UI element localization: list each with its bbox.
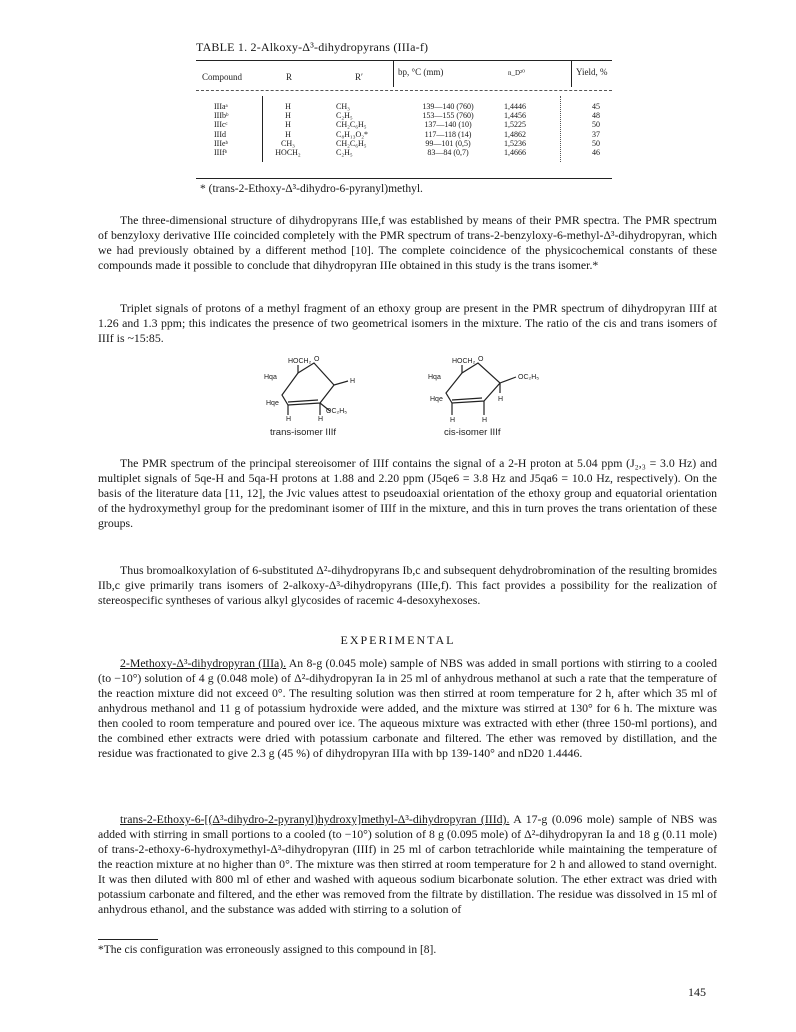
experimental-paragraph: [98, 656, 717, 761]
table-cell: 83—84 (0,7): [427, 148, 469, 158]
table-bottom-rule: [196, 178, 612, 179]
bond-h: [334, 381, 348, 385]
table-header-r-prime: R′: [355, 72, 363, 82]
table-cell: H: [285, 120, 291, 130]
experimental-text: An 8-g (0.045 mole) sample of NBS was added in small portions with stirring to a cooled (to −10°) solution of 4 g (0.048 mole) of Δ²-dihydropyran Ia in 25 ml of anhydrous methanol at such a rate that the temperature of the reaction mixture did not exceed 0°. The resulting solution was then stirred at room temperature for 2 h, after which 35 ml of anhydrous methanol and 11 g of potassium hydroxide were added, and the mixture was stirred at 130° for 6 h. The mixture was then cooled to room temperature and poured over ice. The aqueous mixture was extracted with ether (three 150-ml portions), and the combined ether extracts were dried with potassium carbonate and filtered. The ether was removed by distillation, and the residue was fractionated to give 2.3 g (45 %) of dihydropyran IIIa with bp 139-140° and nD20 1.4446.: [98, 656, 717, 760]
table-cell: 1,5236: [504, 138, 526, 148]
experimental-text: A 17-g (0.096 mole) sample of NBS was added with stirring in small portions to a cooled (to −10°) solution of 8 g (0.095 mole) of Δ²-dihydropyran Ia and 18 g (0.11 mole) of trans-2-ethoxy-6-hydroxymethyl-Δ³-dihydropyran (IIIf) in 25 ml of carbon tetrachloride while maintaining the temperature of the reaction mixture at no higher than 0°. The mixture was then stirred at room temperature for 2 h and allowed to stand overnight. It was then diluted with 800 ml of ether and washed with aqueous sodium bicarbonate solution. The ether extract was dried with potassium carbonate and filtered, and the ether was removed from the filtrate by distillation. The residue was dissolved in 15 ml of anhydrous ethanol, and the substance was added with stirring to a solution of: [98, 812, 717, 916]
table-cell: 50: [592, 138, 600, 148]
table-cell: 117—118 (14): [424, 129, 472, 139]
table-cell: 1,4446: [504, 102, 526, 111]
double-bond: [452, 398, 482, 400]
table-cell: IIIcᶜ: [214, 120, 228, 130]
table-cell: 48: [592, 111, 600, 121]
table-header-nd: n_D²⁰: [508, 69, 525, 77]
double-bond: [288, 400, 318, 402]
table-cell: 139—140 (760): [422, 102, 474, 111]
cis-isomer-structure: [420, 353, 560, 423]
table-cell: IIIeᵇ: [214, 138, 229, 148]
paragraph: The PMR spectrum of the principal stereoisomer of IIIf contains the signal of a 2-H proton at 5.04 ppm (J₂,₃ = 3.0 Hz) and multiplet signals of 5qe-H and 5qa-H protons at 1.88 and 2.20 ppm (J5qe6 = 3.8 Hz and J5qa6 = 10.0 Hz, respectively). On the basis of the literature data [11, 12], the Jvic values attest to pseudoaxial orientation of the ethoxy group and equatorial orientation of the hydroxymethyl group for the predominant isomer of IIIf in the mixture, and this in turn proves the trans orientation of these groups.: [98, 456, 717, 530]
paragraph: Triplet signals of protons of a methyl fragment of an ethoxy group are present in the PMR spectrum of dihydropyran IIIf at 1.26 and 1.3 ppm; this indicates the presence of two geometrical isomers in the mixture. The ratio of the cis and trans isomers of IIIf is ~15:85.: [98, 301, 717, 345]
page-number: 145: [688, 985, 706, 999]
table-cell: 153—155 (760): [422, 111, 474, 121]
table-cell: H: [285, 102, 291, 111]
cis-isomer-caption: cis-isomer IIIf: [444, 427, 501, 438]
experimental-paragraph: [98, 812, 717, 917]
table-cell: 45: [592, 102, 600, 111]
ring-oxygen-label: O: [478, 356, 484, 363]
paragraph: Thus bromoalkoxylation of 6-substituted Δ²-dihydropyrans Ib,c and subsequent dehydrobromination of the resulting bromides IIb,c give primarily trans isomers of 2-alkoxy-Δ³-dihydropyrans (IIIe,f). This fact provides a possibility for the realization of stereospecific syntheses of various alkyl glycosides of racemic 4-desoxyhexoses.: [98, 563, 717, 607]
pyran-ring: [282, 363, 334, 405]
table-header-yield: Yield, %: [576, 67, 608, 77]
table-cell: 1,4666: [504, 148, 526, 158]
table-cell: CH₂C₆H₅: [336, 138, 367, 148]
table-header-divider: [571, 61, 572, 87]
table-footnote: * (trans-2-Ethoxy-Δ³-dihydro-6-pyranyl)methyl.: [200, 183, 423, 195]
table-cell: 1,4862: [504, 129, 526, 139]
table-header-rule: [196, 90, 612, 91]
table-cell: C₂H₅: [336, 148, 353, 158]
table-cell: 37: [592, 129, 600, 139]
footnote-rule: [98, 939, 158, 940]
footnote: *The cis configuration was erroneously assigned to this compound in [8].: [98, 944, 437, 956]
table-cell: CH₃: [336, 102, 350, 111]
table-header-r: R: [286, 72, 293, 82]
hoch2-label: HOCH₂: [452, 358, 476, 365]
hqa-label: Hqa: [428, 374, 441, 381]
table-column-nd: [504, 102, 526, 157]
table-column-divider: [262, 96, 263, 162]
compound-title: trans-2-Ethoxy-6-[(Δ³-dihydro-2-pyranyl)hydroxy]methyl-Δ³-dihydropyran (IIId).: [120, 812, 510, 826]
table-cell: 50: [592, 120, 600, 130]
oc2h5-label: OC₂H₅: [326, 408, 348, 415]
h-label: H: [450, 417, 456, 423]
table-column-r-prime: [336, 102, 368, 157]
table-cell: 1,5225: [504, 120, 526, 130]
hqa-label: Hqa: [264, 374, 277, 381]
table-column-r: [268, 102, 308, 157]
table-cell: 46: [592, 148, 600, 158]
h-label: H: [350, 378, 356, 385]
hoch2-label: HOCH₂: [288, 358, 312, 365]
table-cell: HOCH₂: [275, 148, 301, 158]
table-cell: H: [285, 111, 291, 121]
table-header-divider: [393, 61, 394, 87]
table-cell: H: [285, 129, 291, 139]
table-column-yield: [584, 102, 608, 157]
table-cell: IIIbᵇ: [214, 111, 229, 121]
compound-title: 2-Methoxy-Δ³-dihydropyran (IIIa).: [120, 656, 287, 670]
table-cell: 137—140 (10): [424, 120, 472, 130]
table-cell: CH₃: [281, 138, 295, 148]
table-cell: IIIaᵃ: [214, 102, 228, 111]
table-header-bp: bp, °C (mm): [398, 67, 444, 77]
table-cell: C₂H₅: [336, 111, 353, 121]
trans-isomer-caption: trans-isomer IIIf: [270, 427, 336, 438]
hqe-label: Hqe: [430, 396, 443, 403]
bond-oc2h5: [500, 377, 516, 383]
table-cell: C₈H₁₃O₂*: [336, 129, 369, 139]
h-label: H: [286, 416, 292, 421]
h-label: H: [482, 417, 488, 423]
table-cell: CH₂C₆H₅: [336, 120, 367, 130]
h-label: H: [498, 396, 504, 403]
hqe-label: Hqe: [266, 400, 279, 407]
section-heading: EXPERIMENTAL: [340, 633, 456, 647]
table-cell: 99—101 (0,5): [425, 138, 471, 148]
trans-isomer-structure: [258, 355, 390, 421]
oc2h5-label: OC₂H₅: [518, 374, 540, 381]
table-top-rule: [196, 60, 612, 61]
ring-oxygen-label: O: [314, 356, 320, 363]
table-cell: IIId: [214, 129, 226, 139]
table-header-compound: Compound: [202, 72, 243, 82]
paragraph: The three-dimensional structure of dihydropyrans IIIe,f was established by means of their PMR spectra. The PMR spectrum of benzyloxy derivative IIIe coincided completely with the PMR spectrum of trans-2-benzyloxy-6-methyl-Δ³-dihydropyran, which we had previously obtained by a different method [10]. The complete coincidence of the physicochemical constants of these compounds made it possible to conclude that dihydropyran IIIe obtained in this study is the trans isomer.*: [98, 213, 717, 272]
table-cell: 1,4456: [504, 111, 526, 121]
table-cell: IIIfᵇ: [214, 148, 228, 158]
table-title: TABLE 1. 2-Alkoxy-Δ³-dihydropyrans (IIIa-f): [196, 40, 429, 54]
pyran-ring: [446, 363, 500, 403]
table-column-compound: [214, 102, 228, 157]
table-column-divider: [560, 96, 561, 162]
h-label: H: [318, 416, 324, 421]
table-column-bp: [402, 102, 494, 157]
